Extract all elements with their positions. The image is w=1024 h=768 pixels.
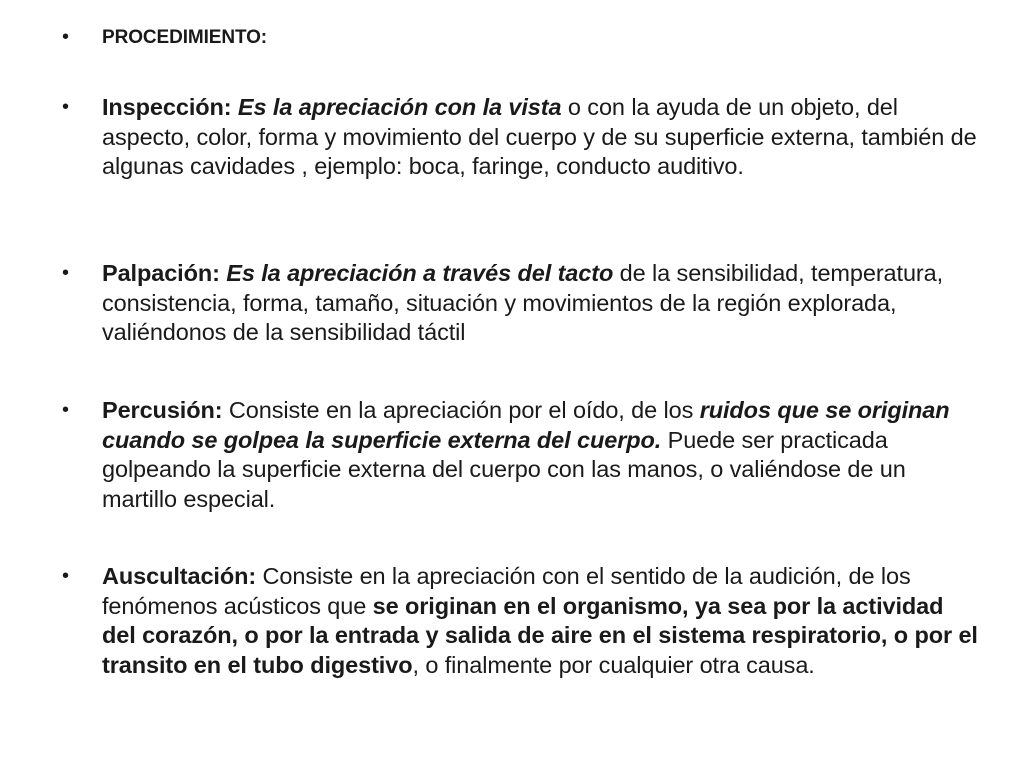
definition-intro: Consiste en la apreciación con el sentido de la audición, de los fenómenos acústicos que — [102, 563, 911, 619]
bullet-icon: • — [62, 262, 70, 284]
term-label: Auscultación: — [102, 563, 257, 589]
definition-rest: de la sensibilidad, temperatura, consistencia, forma, tamaño, situación y movimientos de la región explorada, valiéndonos de la sensibilidad táctil — [102, 260, 944, 345]
definition-bold-phrase: se originan en el organismo, ya sea por la actividad del corazón, o por la entrada y salida de aire en el sistema respiratorio, o por el transito en el tubo digestivo — [102, 592, 978, 678]
definition-rest: Puede ser practicada golpeando la superficie externa del cuerpo con las manos, o valiéndose de un martillo especial. — [102, 426, 906, 512]
bullet-icon: • — [62, 96, 70, 118]
item-text — [102, 396, 982, 514]
definition-emphasis: Es la apreciación con la vista — [237, 94, 562, 120]
term-label: Percusión: — [102, 397, 223, 423]
bullet-icon: • — [62, 565, 70, 587]
term-label: Palpación: — [102, 260, 220, 286]
definition-emphasis: ruidos que se originan cuando se golpea la superficie externa del cuerpo. — [102, 397, 950, 453]
bullet-icon: • — [62, 26, 70, 48]
definition-rest: , o finalmente por cualquier otra causa. — [412, 651, 815, 678]
definition-intro: Consiste en la apreciación por el oído, de los — [222, 397, 700, 423]
bullet-icon: • — [62, 399, 70, 421]
item-text — [102, 93, 982, 182]
item-text — [102, 562, 982, 680]
definition-emphasis: Es la apreciación a través del tacto — [226, 260, 614, 286]
item-text — [102, 259, 982, 348]
section-heading: PROCEDIMIENTO: — [102, 27, 268, 48]
term-label: Inspección: — [102, 94, 232, 120]
definition-rest: o con la ayuda de un objeto, del aspecto, color, forma y movimiento del cuerpo y de su superficie externa, también de algunas cavidades , ejemplo: boca, faringe, conducto auditivo. — [102, 94, 977, 179]
